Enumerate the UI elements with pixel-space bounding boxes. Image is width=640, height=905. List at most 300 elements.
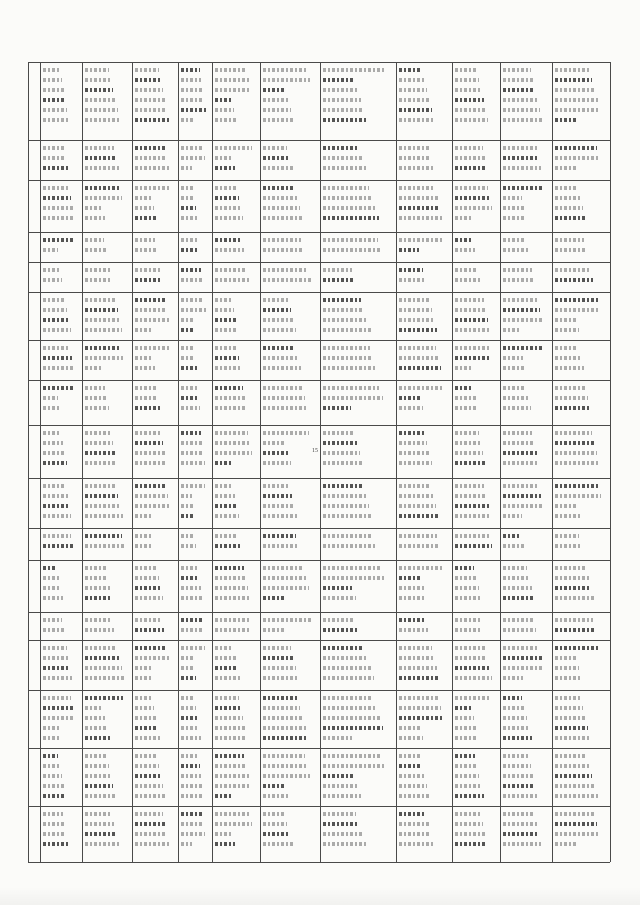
ink-mark [181, 461, 205, 465]
ink-mark [85, 812, 112, 816]
table-cell [181, 144, 209, 176]
ink-mark [503, 318, 542, 322]
ink-mark [323, 98, 361, 102]
ink-mark [263, 504, 295, 508]
ink-mark [215, 461, 233, 465]
ink-mark [181, 566, 198, 570]
ink-mark [43, 206, 73, 210]
ink-mark [215, 842, 235, 846]
ink-mark [399, 406, 423, 410]
ink-mark [85, 118, 120, 122]
ink-mark [135, 832, 167, 836]
ink-mark [215, 356, 239, 360]
table-rule-horizontal [28, 748, 610, 749]
ink-mark [503, 706, 525, 710]
ink-mark [181, 812, 202, 816]
ink-mark [135, 812, 163, 816]
table-cell [455, 482, 497, 524]
ink-mark [263, 754, 305, 758]
ink-mark [555, 784, 595, 788]
ink-mark [455, 544, 492, 548]
ink-mark [399, 764, 422, 768]
table-cell [399, 564, 449, 608]
ink-mark [455, 514, 491, 518]
ink-mark [215, 822, 252, 826]
ink-mark [43, 268, 61, 272]
ink-mark [399, 656, 434, 660]
ink-mark [43, 346, 70, 350]
ink-mark [43, 196, 71, 200]
table-rule-vertical [500, 62, 501, 862]
ink-mark [263, 586, 309, 590]
ink-mark [85, 278, 112, 282]
ink-mark [135, 726, 158, 730]
ink-mark [455, 716, 474, 720]
table-cell [455, 532, 497, 556]
table-cell [263, 616, 317, 636]
table-cell [263, 644, 317, 686]
table-rule-horizontal [28, 380, 610, 381]
ink-mark [263, 366, 301, 370]
ink-mark [215, 774, 249, 778]
ink-mark [399, 706, 441, 710]
table-cell [181, 66, 209, 136]
table-cell [455, 810, 497, 858]
ink-mark [85, 98, 115, 102]
ink-mark [215, 726, 245, 730]
ink-mark [215, 736, 247, 740]
ink-mark [215, 298, 232, 302]
ink-mark [181, 534, 194, 538]
ink-mark [455, 706, 472, 710]
ink-mark [85, 696, 123, 700]
ink-mark [503, 431, 532, 435]
ink-mark [135, 451, 165, 455]
ink-mark [455, 386, 473, 390]
ink-mark [323, 706, 376, 710]
table-cell [43, 144, 79, 176]
ink-mark [323, 206, 376, 210]
ink-mark [181, 736, 201, 740]
table-cell [135, 810, 175, 858]
ink-mark [503, 328, 521, 332]
table-cell [181, 236, 209, 258]
table-cell [263, 296, 317, 336]
ink-mark [43, 278, 62, 282]
table-cell [181, 482, 209, 524]
table-cell [399, 482, 449, 524]
ink-mark [455, 146, 483, 150]
ink-mark [399, 618, 425, 622]
ink-mark [503, 166, 541, 170]
ink-mark [555, 186, 577, 190]
ink-mark [399, 268, 423, 272]
ink-mark [263, 764, 307, 768]
ink-mark [455, 431, 479, 435]
table-cell [455, 694, 497, 744]
table-cell [323, 564, 393, 608]
table-cell [399, 644, 449, 686]
ink-mark [555, 461, 600, 465]
ink-mark [85, 108, 118, 112]
ink-mark [263, 842, 293, 846]
table-cell [263, 384, 317, 421]
ink-mark [455, 566, 474, 570]
table-cell [215, 752, 257, 802]
ink-mark [135, 68, 159, 72]
ink-mark [85, 784, 113, 788]
ink-mark [323, 646, 364, 650]
ink-mark [263, 784, 286, 788]
scan-shadow [0, 887, 640, 905]
ink-mark [323, 396, 383, 400]
ink-mark [43, 726, 59, 730]
ink-mark [263, 248, 304, 252]
table-cell [135, 344, 175, 376]
ink-mark [323, 78, 354, 82]
ink-mark [135, 78, 161, 82]
ink-mark [455, 812, 481, 816]
ink-mark [503, 764, 531, 768]
ink-mark [503, 156, 539, 160]
table-cell [555, 532, 607, 556]
ink-mark [323, 822, 359, 826]
ink-mark [555, 278, 593, 282]
ink-mark [323, 504, 369, 508]
ink-mark [323, 146, 359, 150]
table-cell [503, 644, 549, 686]
table-cell [181, 384, 209, 421]
ink-mark [263, 666, 296, 670]
ink-mark [503, 308, 540, 312]
ink-mark [85, 441, 113, 445]
table-cell [181, 344, 209, 376]
ink-mark [323, 88, 357, 92]
ink-mark [181, 484, 205, 488]
ink-mark [555, 206, 583, 210]
ink-mark [181, 118, 193, 122]
ink-mark [263, 676, 299, 680]
ink-mark [455, 451, 483, 455]
ink-mark [399, 566, 444, 570]
table-cell [399, 532, 449, 556]
ink-mark [555, 248, 587, 252]
ink-mark [555, 794, 598, 798]
ink-mark [455, 696, 491, 700]
ink-mark [135, 278, 162, 282]
ink-mark [135, 676, 153, 680]
ink-mark [215, 366, 241, 370]
ink-mark [399, 98, 430, 102]
ink-mark [555, 356, 581, 360]
table-rule-horizontal [28, 640, 610, 641]
ink-mark [85, 618, 111, 622]
ink-mark [135, 784, 163, 788]
ink-mark [455, 832, 485, 836]
ink-mark [215, 618, 249, 622]
ink-mark [215, 576, 246, 580]
ink-mark [263, 356, 298, 360]
table-cell [215, 296, 257, 336]
ink-mark [43, 812, 63, 816]
ink-mark [263, 484, 289, 488]
table-cell [555, 694, 607, 744]
ink-mark [135, 156, 167, 160]
ink-mark [135, 794, 165, 798]
ink-mark [135, 576, 159, 580]
ink-mark [263, 534, 296, 538]
ink-mark [85, 431, 111, 435]
ink-mark [43, 68, 60, 72]
ink-mark [455, 206, 492, 210]
ink-mark [555, 441, 595, 445]
ink-mark [323, 794, 361, 798]
ink-mark [399, 298, 430, 302]
ink-mark [455, 494, 487, 498]
ink-mark [263, 108, 291, 112]
ink-mark [503, 774, 533, 778]
ink-mark [43, 628, 64, 632]
ink-mark [263, 186, 294, 190]
ink-mark [263, 794, 288, 798]
ink-mark [263, 646, 291, 650]
ink-mark [455, 186, 488, 190]
ink-mark [323, 618, 355, 622]
ink-mark [135, 716, 156, 720]
ink-mark [503, 356, 523, 360]
ink-mark [85, 596, 112, 600]
ink-mark [215, 784, 251, 788]
table-cell [215, 532, 257, 556]
ink-mark [323, 156, 363, 160]
ink-mark [85, 514, 123, 518]
ink-mark [85, 461, 117, 465]
ink-mark [323, 346, 370, 350]
ink-mark [555, 812, 594, 816]
ink-mark [503, 78, 533, 82]
ink-mark [263, 396, 305, 400]
ink-mark [181, 628, 203, 632]
table-cell [263, 266, 317, 288]
ink-mark [399, 366, 441, 370]
ink-mark [135, 328, 151, 332]
ink-mark [215, 441, 250, 445]
table-cell [399, 66, 449, 136]
ink-mark [135, 88, 163, 92]
table-cell [135, 482, 175, 524]
ink-mark [85, 318, 120, 322]
ink-mark [263, 822, 287, 826]
ink-mark [323, 298, 361, 302]
ink-mark [503, 754, 528, 758]
ink-mark [455, 754, 475, 758]
ink-mark [135, 346, 171, 350]
table-cell [43, 644, 79, 686]
ink-mark [263, 706, 300, 710]
table-cell [399, 184, 449, 228]
ink-mark [399, 514, 438, 518]
ink-mark [43, 216, 75, 220]
table-cell [215, 694, 257, 744]
ink-mark [555, 166, 576, 170]
ink-mark [215, 346, 237, 350]
ink-mark [503, 238, 526, 242]
ink-mark [43, 794, 65, 798]
ink-mark [503, 108, 540, 112]
ink-mark [43, 461, 67, 465]
ink-mark [555, 108, 600, 112]
ink-mark [503, 88, 535, 92]
ink-mark [135, 696, 152, 700]
table-cell [43, 66, 79, 136]
table-cell [263, 184, 317, 228]
table-rule-horizontal [28, 528, 610, 529]
ink-mark [181, 596, 202, 600]
ink-mark [135, 666, 151, 670]
table-rule-horizontal [28, 425, 610, 426]
ink-mark [263, 206, 300, 210]
ink-mark [455, 328, 490, 332]
table-cell [181, 810, 209, 858]
ink-mark [503, 656, 542, 660]
ink-mark [503, 366, 525, 370]
table-cell [85, 144, 129, 176]
ink-mark [181, 576, 199, 580]
ink-mark [555, 98, 598, 102]
table-cell [181, 296, 209, 336]
ink-mark [43, 88, 64, 92]
ink-mark [399, 726, 421, 730]
ink-mark [43, 736, 61, 740]
ink-mark [503, 248, 528, 252]
table-cell [135, 296, 175, 336]
table-cell [135, 144, 175, 176]
ink-mark [399, 544, 440, 548]
table-cell [85, 482, 129, 524]
ink-mark [323, 308, 364, 312]
ink-mark [555, 726, 588, 730]
ink-mark [85, 166, 119, 170]
ink-mark [323, 812, 356, 816]
ink-mark [135, 596, 163, 600]
ink-mark [181, 431, 201, 435]
ink-mark [43, 356, 72, 360]
ink-mark [503, 784, 535, 788]
ink-mark [555, 754, 587, 758]
ink-mark [135, 318, 169, 322]
ink-mark [503, 186, 543, 190]
table-rule-horizontal [28, 292, 610, 293]
table-cell [503, 296, 549, 336]
ink-mark [323, 716, 380, 720]
ink-mark [181, 504, 194, 508]
ink-mark [399, 494, 433, 498]
ink-mark [43, 318, 69, 322]
ink-mark [215, 566, 244, 570]
ink-mark [43, 484, 66, 488]
ink-mark [503, 618, 533, 622]
ink-mark [135, 544, 153, 548]
ink-mark [181, 278, 202, 282]
ink-mark [135, 248, 157, 252]
table-cell [399, 616, 449, 636]
ink-mark [555, 534, 579, 538]
ink-mark [43, 298, 65, 302]
table-cell [503, 384, 549, 421]
ink-mark [323, 484, 362, 488]
ink-mark [399, 832, 431, 836]
ink-mark [215, 504, 237, 508]
table-cell [215, 236, 257, 258]
table-cell [503, 694, 549, 744]
ink-mark [263, 156, 290, 160]
ink-mark [85, 656, 119, 660]
table-cell [43, 482, 79, 524]
table-rule-horizontal [28, 62, 610, 63]
ink-mark [135, 504, 170, 508]
ink-mark [455, 78, 479, 82]
table-cell [135, 184, 175, 228]
ink-mark [215, 586, 248, 590]
ink-mark [135, 646, 167, 650]
ink-mark [263, 812, 285, 816]
ink-mark [555, 618, 593, 622]
ink-mark [503, 278, 534, 282]
ink-mark [43, 108, 67, 112]
table-cell [43, 184, 79, 228]
ink-mark [181, 514, 195, 518]
ink-mark [503, 206, 524, 210]
ink-mark [181, 216, 198, 220]
table-cell [263, 144, 317, 176]
table-cell [555, 344, 607, 376]
ink-mark [263, 696, 298, 700]
table-cell [323, 429, 393, 474]
table-cell [43, 236, 79, 258]
table-cell [555, 616, 607, 636]
ink-mark [455, 346, 489, 350]
ink-mark [135, 366, 155, 370]
ink-mark [555, 238, 584, 242]
ink-mark [135, 461, 167, 465]
ink-mark [215, 544, 240, 548]
ink-mark [323, 514, 373, 518]
ink-mark [43, 676, 72, 680]
ink-mark [503, 196, 522, 200]
ink-mark [323, 318, 368, 322]
ink-mark [503, 832, 539, 836]
ink-mark [181, 754, 199, 758]
table-cell [85, 694, 129, 744]
table-cell [503, 752, 549, 802]
ink-mark [43, 646, 67, 650]
table-cell [323, 266, 393, 288]
ink-mark [215, 646, 233, 650]
table-cell [43, 429, 79, 474]
table-cell [555, 429, 607, 474]
table-cell [399, 344, 449, 376]
ink-mark [85, 238, 104, 242]
ink-mark [323, 736, 352, 740]
ink-mark [555, 628, 596, 632]
ink-mark [43, 78, 62, 82]
ink-mark [455, 628, 482, 632]
ink-mark [503, 534, 521, 538]
ink-mark [43, 832, 66, 836]
ink-mark [215, 514, 239, 518]
ink-mark [455, 774, 479, 778]
ink-mark [43, 248, 58, 252]
